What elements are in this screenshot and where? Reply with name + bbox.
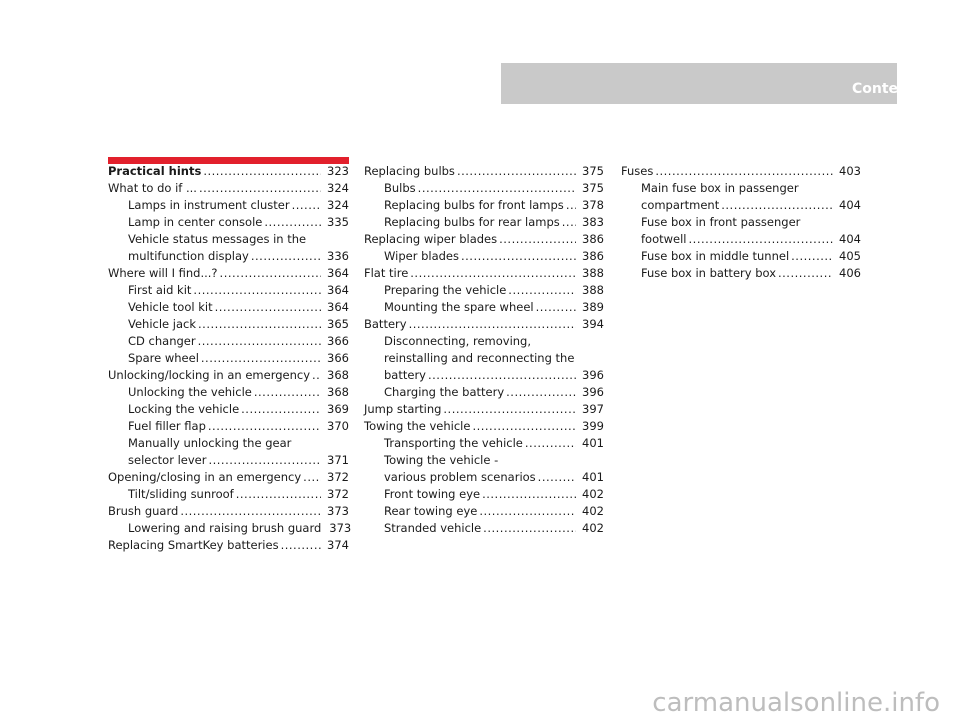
toc-entry-page: 371 xyxy=(327,453,349,467)
toc-entry-title: Preparing the vehicle xyxy=(384,283,507,297)
toc-entry-page: 369 xyxy=(327,402,349,416)
toc-entry[interactable] xyxy=(364,231,604,248)
leader-dots xyxy=(409,316,576,333)
toc-entry-title: compartment xyxy=(641,198,720,212)
toc-entry-page: 364 xyxy=(327,283,349,297)
toc-entry-page: 364 xyxy=(327,300,349,314)
toc-entry-page: 403 xyxy=(839,164,861,178)
toc-entry-title: Where will I find...? xyxy=(108,266,218,280)
leader-dots xyxy=(215,299,321,316)
toc-subentry[interactable] xyxy=(108,299,349,316)
toc-subentry[interactable] xyxy=(108,214,349,231)
toc-entry-title: footwell xyxy=(641,232,687,246)
toc-entry-title: Battery xyxy=(364,317,407,331)
toc-entry[interactable] xyxy=(364,265,604,282)
toc-entry[interactable] xyxy=(621,163,861,180)
leader-dots xyxy=(251,248,321,265)
toc-entry-title: Brush guard xyxy=(108,504,179,518)
toc-entry-line: reinstalling and reconnecting the xyxy=(384,351,575,365)
toc-subentry[interactable] xyxy=(108,350,349,367)
toc-subentry[interactable] xyxy=(108,384,349,401)
toc-entry-title: Front towing eye xyxy=(384,487,481,501)
toc-entry[interactable] xyxy=(108,265,349,282)
leader-dots xyxy=(180,503,321,520)
toc-entry-page: 365 xyxy=(327,317,349,331)
toc-column-3 xyxy=(621,163,861,282)
leader-dots xyxy=(483,520,576,537)
toc-entry[interactable] xyxy=(108,537,349,554)
toc-entry-title: Practical hints xyxy=(108,164,202,178)
leader-dots xyxy=(281,537,321,554)
toc-entry-title: What to do if ... xyxy=(108,181,197,195)
leader-dots xyxy=(199,180,321,197)
toc-entry-title: Tilt/sliding sunroof xyxy=(128,487,234,501)
leader-dots xyxy=(791,248,833,265)
toc-subentry[interactable] xyxy=(621,248,861,265)
toc-entry-page: 396 xyxy=(582,368,604,382)
toc-entry-page: 401 xyxy=(582,470,604,484)
toc-entry-title: Replacing bulbs xyxy=(364,164,455,178)
toc-entry[interactable] xyxy=(108,180,349,197)
toc-subentry[interactable] xyxy=(364,180,604,197)
leader-dots xyxy=(428,367,576,384)
toc-subentry[interactable] xyxy=(108,401,349,418)
toc-subentry[interactable] xyxy=(364,503,604,520)
toc-entry[interactable] xyxy=(364,163,604,180)
toc-entry-page: 388 xyxy=(582,283,604,297)
toc-entry-page: 404 xyxy=(839,198,861,212)
toc-entry-page: 366 xyxy=(327,334,349,348)
toc-entry-title: Vehicle tool kit xyxy=(128,300,213,314)
toc-subentry[interactable] xyxy=(364,197,604,214)
leader-dots xyxy=(457,163,576,180)
toc-subentry[interactable] xyxy=(108,486,349,503)
leader-dots xyxy=(418,180,576,197)
toc-entry[interactable] xyxy=(108,367,349,384)
leader-dots xyxy=(193,282,321,299)
toc-entry-title: Vehicle jack xyxy=(128,317,197,331)
toc-entry-title: Stranded vehicle xyxy=(384,521,482,535)
toc-entry-title: Towing the vehicle xyxy=(364,419,471,433)
toc-entry-title: CD changer xyxy=(128,334,196,348)
page-title: Contents xyxy=(851,81,923,97)
toc-entry-title: Charging the battery xyxy=(384,385,505,399)
toc-entry[interactable] xyxy=(108,503,349,520)
leader-dots xyxy=(198,333,321,350)
leader-dots xyxy=(198,316,321,333)
toc-subentry[interactable] xyxy=(364,299,604,316)
leader-dots xyxy=(254,384,321,401)
header-bar xyxy=(501,63,897,104)
toc-entry-title: Locking the vehicle xyxy=(128,402,240,416)
leader-dots xyxy=(201,350,321,367)
toc-entry-page: 401 xyxy=(582,436,604,450)
toc-entry-page: 389 xyxy=(582,300,604,314)
toc-entry-title: Bulbs xyxy=(384,181,416,195)
toc-entry-line: Disconnecting, removing, xyxy=(384,334,532,348)
toc-subentry[interactable] xyxy=(108,452,349,469)
toc-entry-title: Replacing bulbs for rear lamps xyxy=(384,215,560,229)
toc-subentry[interactable] xyxy=(364,367,604,384)
leader-dots xyxy=(236,486,321,503)
toc-entry-line: Fuse box in front passenger xyxy=(641,215,801,229)
toc-entry-title: Flat tire xyxy=(364,266,409,280)
toc-entry-page: 324 xyxy=(327,181,349,195)
toc-entry-title: Replacing bulbs for front lamps xyxy=(384,198,564,212)
toc-entry-page: 402 xyxy=(582,487,604,501)
toc-entry-page: 402 xyxy=(582,521,604,535)
toc-entry-page: 405 xyxy=(839,249,861,263)
toc-entry-page: 323 xyxy=(327,164,349,178)
toc-subentry[interactable] xyxy=(108,418,349,435)
leader-dots xyxy=(312,367,321,384)
leader-dots xyxy=(538,469,576,486)
toc-entry-title: Unlocking/locking in an emergency xyxy=(108,368,311,382)
toc-subentry[interactable] xyxy=(364,384,604,401)
toc-entry-title: selector lever xyxy=(128,453,207,467)
toc-entry-title: Fuel filler flap xyxy=(128,419,206,433)
toc-subentry[interactable] xyxy=(108,316,349,333)
leader-dots xyxy=(203,163,321,180)
leader-dots xyxy=(499,231,576,248)
toc-entry-page: 375 xyxy=(582,164,604,178)
toc-entry-title: Fuse box in battery box xyxy=(641,266,776,280)
leader-dots xyxy=(208,452,321,469)
toc-entry[interactable] xyxy=(364,401,604,418)
toc-entry-title: Rear towing eye xyxy=(384,504,478,518)
leader-dots xyxy=(303,469,321,486)
toc-entry-page: 372 xyxy=(327,487,349,501)
leader-dots xyxy=(525,435,576,452)
toc-entry[interactable] xyxy=(108,469,349,486)
toc-entry-title: Lamp in center console xyxy=(128,215,263,229)
toc-subentry[interactable] xyxy=(364,435,604,452)
toc-entry[interactable] xyxy=(364,316,604,333)
toc-entry-page: 368 xyxy=(327,368,349,382)
toc-subentry[interactable] xyxy=(108,333,349,350)
toc-entry-page: 375 xyxy=(582,181,604,195)
toc-entry-title: First aid kit xyxy=(128,283,192,297)
leader-dots xyxy=(241,401,321,418)
toc-entry-line: Vehicle status messages in the xyxy=(128,232,307,246)
toc-subentry[interactable] xyxy=(621,265,861,282)
toc-entry-title: multifunction display xyxy=(128,249,249,263)
leader-dots xyxy=(292,197,321,214)
toc-entry-page: 388 xyxy=(582,266,604,280)
toc-entry-page: 336 xyxy=(327,249,349,263)
leader-dots xyxy=(655,163,833,180)
toc-entry-page: 397 xyxy=(582,402,604,416)
toc-entry-line: Manually unlocking the gear xyxy=(128,436,292,450)
leader-dots xyxy=(689,231,834,248)
leader-dots xyxy=(472,418,576,435)
toc-subentry[interactable] xyxy=(364,282,604,299)
toc-entry-line: Towing the vehicle - xyxy=(384,453,499,467)
toc-subentry[interactable] xyxy=(621,231,861,248)
leader-dots xyxy=(410,265,576,282)
toc-subentry[interactable] xyxy=(108,197,349,214)
leader-dots xyxy=(778,265,833,282)
leader-dots xyxy=(220,265,322,282)
toc-entry-title: battery xyxy=(384,368,426,382)
toc-entry-page: 406 xyxy=(839,266,861,280)
toc-entry-page: 368 xyxy=(327,385,349,399)
toc-subentry[interactable] xyxy=(108,282,349,299)
toc-subentry[interactable] xyxy=(621,197,861,214)
toc-subentry[interactable] xyxy=(364,469,604,486)
toc-entry[interactable] xyxy=(108,163,349,180)
leader-dots xyxy=(208,418,321,435)
toc-entry-page: 386 xyxy=(582,232,604,246)
toc-entry-page: 394 xyxy=(582,317,604,331)
toc-entry-title: Spare wheel xyxy=(128,351,199,365)
toc-entry-page: 404 xyxy=(839,232,861,246)
toc-entry-title: Replacing wiper blades xyxy=(364,232,498,246)
toc-entry-title: Replacing SmartKey batteries xyxy=(108,538,279,552)
leader-dots xyxy=(443,401,576,418)
leader-dots xyxy=(506,384,576,401)
toc-entry-title: various problem scenarios xyxy=(384,470,536,484)
toc-entry-page: 374 xyxy=(327,538,349,552)
leader-dots xyxy=(264,214,321,231)
toc-column-1 xyxy=(108,163,352,554)
toc-entry[interactable] xyxy=(364,418,604,435)
toc-entry-title: Mounting the spare wheel xyxy=(384,300,534,314)
toc-entry-page: 370 xyxy=(327,419,349,433)
toc-subentry[interactable] xyxy=(108,248,349,265)
toc-entry-title: Fuses xyxy=(621,164,654,178)
toc-entry-title: Unlocking the vehicle xyxy=(128,385,252,399)
toc-entry-line: Main fuse box in passenger xyxy=(641,181,799,195)
leader-dots xyxy=(721,197,833,214)
toc-entry-page: 383 xyxy=(582,215,604,229)
toc-entry-page: 366 xyxy=(327,351,349,365)
leader-dots xyxy=(508,282,576,299)
toc-entry-page: 378 xyxy=(582,198,604,212)
toc-subentry[interactable] xyxy=(364,486,604,503)
toc-entry-page: 402 xyxy=(582,504,604,518)
toc-entry-title: Fuse box in middle tunnel xyxy=(641,249,790,263)
toc-subentry[interactable] xyxy=(364,520,604,537)
toc-entry-page: 386 xyxy=(582,249,604,263)
watermark: carmanualsonline.info xyxy=(652,688,940,718)
toc-entry-title: Lowering and raising brush guard xyxy=(128,521,322,535)
toc-entry-page: 396 xyxy=(582,385,604,399)
leader-dots xyxy=(479,503,576,520)
toc-entry-title: Lamps in instrument cluster xyxy=(128,198,290,212)
leader-dots xyxy=(566,197,576,214)
toc-entry-title: Wiper blades xyxy=(384,249,459,263)
leader-dots xyxy=(482,486,576,503)
toc-entry-title: Transporting the vehicle xyxy=(384,436,523,450)
toc-entry-page: 372 xyxy=(327,470,349,484)
toc-subentry[interactable] xyxy=(364,214,604,231)
toc-entry-page: 335 xyxy=(327,215,349,229)
toc-entry-title: Jump starting xyxy=(364,402,442,416)
leader-dots xyxy=(461,248,576,265)
toc-subentry[interactable] xyxy=(364,248,604,265)
toc-entry-page: 399 xyxy=(582,419,604,433)
toc-entry-page: 364 xyxy=(327,266,349,280)
leader-dots xyxy=(562,214,576,231)
toc-entry-page: 324 xyxy=(327,198,349,212)
toc-entry-page: 373 xyxy=(327,504,349,518)
toc-subentry[interactable] xyxy=(108,520,352,537)
toc-column-2 xyxy=(364,163,604,537)
toc-entry-title: Opening/closing in an emergency xyxy=(108,470,302,484)
toc-entry-page: 373 xyxy=(329,521,352,535)
leader-dots xyxy=(536,299,576,316)
